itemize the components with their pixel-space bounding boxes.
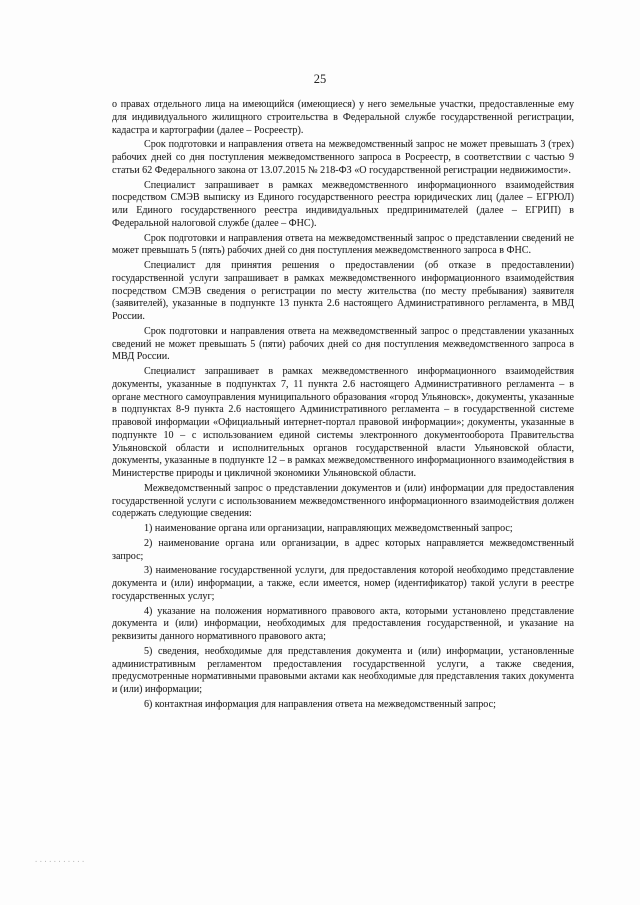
paragraph: Срок подготовки и направления ответа на межведомственный запрос не может превышать 3 (трех) рабочих дней со дня поступления межведомственного запроса в Росреестр, в соответствии с частью 9 статьи 62 Федерального закона от 13.07.2015 № 218-ФЗ «О государственной регистрации недвижимости». [112, 139, 574, 176]
paragraph: о правах отдельного лица на имеющийся (имеющиеся) у него земельные участки, предоставленные ему для индивидуального жилищного строительства в Федеральной службе государственной регистрации, кадастра и картографии (далее – Росреестр). [112, 99, 574, 136]
list-item: 1) наименование органа или организации, направляющих межведомственный запрос; [144, 523, 513, 534]
paragraph: Срок подготовки и направления ответа на межведомственный запрос о представлении сведений не может превышать 5 (пять) рабочих дней со дня поступления межведомственного запроса в ФНС. [112, 232, 574, 257]
list-item: 4) указание на положения нормативного правового акта, которыми установлено представление документа и (или) информации, необходимых для предоставления государственной, и указание на реквизиты данного нормативного правового акта; [112, 605, 574, 642]
paragraph: Специалист запрашивает в рамках межведомственного информационного взаимодействия посредством СМЭВ выписку из Единого государственного реестра юридических лиц (далее – ЕГРЮЛ) или Единого государственного реестра индивидуальных предпринимателей (далее – ЕГРИП) в Федеральной налоговой службе (далее – ФНС). [112, 179, 574, 229]
paragraph: Специалист запрашивает в рамках межведомственного информационного взаимодействия документы, указанные в подпунктах 7, 11 пункта 2.6 настоящего Административного регламента – в органе местного самоуправления муниципального образования «город Ульяновск», документы, указанные в подпунктах 8-9 пункта 2.6 настоящего Административного регламента – в государственной системе правовой информации «Официальный интернет-портал правовой информации»; документы, указанные в подпункте 10 – с использованием единой системы электронного документооборота Правительства Ульяновской области и исполнительных органов государственной власти Ульяновской области, документы, указанные в подпункте 12 – в рамках межведомственного информационного взаимодействия в Министерстве природы и цикличной экономики Ульяновской области. [112, 366, 574, 479]
list-item: 2) наименование органа или организации, в адрес которых направляется межведомственный запрос; [112, 537, 574, 562]
document-body [112, 99, 574, 714]
paragraph: Специалист для принятия решения о предоставлении (об отказе в предоставлении) государственной услуги запрашивает в рамках межведомственного информационного взаимодействия посредством СМЭВ сведения о регистрации по месту жительства (по месту пребывания) заявителя (заявителей), указанные в подпункте 13 пункта 2.6 настоящего Административного регламента, в МВД России. [112, 260, 574, 322]
paragraph: Срок подготовки и направления ответа на межведомственный запрос о представлении указанных сведений не может превышать 5 (пяти) рабочих дней со дня поступления межведомственного запроса в МВД России. [112, 325, 574, 363]
list-item: 5) сведения, необходимые для представления документа и (или) информации, установленные административным регламентом предоставления государственной услуги, а также сведения, предусмотренные нормативными правовыми актами как необходимые для представления таких документа и (или) информации; [112, 645, 574, 695]
footer-dots: ........... [34, 857, 86, 865]
list-item: 3) наименование государственной услуги, для предоставления которой необходимо представление документа и (или) информации, а также, если имеется, номер (идентификатор) такой услуги в реестре государственных услуг; [112, 565, 574, 602]
page-number: 25 [313, 72, 327, 86]
list-item: 6) контактная информация для направления ответа на межведомственный запрос; [144, 698, 496, 710]
paragraph: Межведомственный запрос о представлении документов и (или) информации для предоставления государственной услуги с использованием межведомственного информационного взаимодействия должен содержать следующие сведения: [112, 482, 574, 520]
